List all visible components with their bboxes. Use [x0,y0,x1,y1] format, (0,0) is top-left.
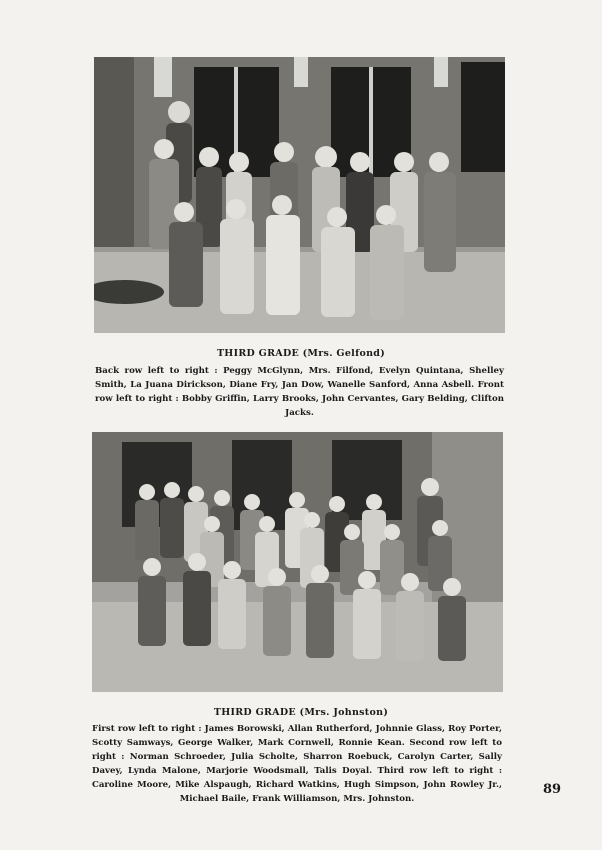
page-number: 89 [543,782,562,797]
caption-title-gelfond: THIRD GRADE (Mrs. Gelfond) [216,348,386,359]
caption-names-gelfond: Back row left to right : Peggy McGlynn, Mrs. Filfond, Evelyn Quintana, Shelley Smith, La Juana Dirickson, Diane Fry, Jan Dow, Wanelle Sanford, Anna Asbell. Front row left to right : Bobby Griffin, Larry Brooks, John Cervantes, Gary Belding, Clifton Jacks. [95,366,504,418]
class-photo-gelfond [94,57,505,333]
caption-names-johnston: First row left to right : James Borowski, Allan Rutherford, Johnnie Glass, Roy Porter, Scotty Samways, George Walker, Mark Cornwell, Ronnie Kean. Second row left to right : Norman Schroeder, Julia Scholte, Sharron Roebuck, Carolyn Carter, Sally Davey, Lynda Malone, Marjorie Woodsmall, Talis Doyal. Third row left to right : Caroline Moore, Mike Alspaugh, Richard Watkins, Hugh Simpson, John Rowley Jr., Michael Baile, Frank Williamson, Mrs. Johnston. [92,724,502,804]
class-photo-johnston [92,432,503,692]
caption-title-johnston: THIRD GRADE (Mrs. Johnston) [213,707,389,718]
